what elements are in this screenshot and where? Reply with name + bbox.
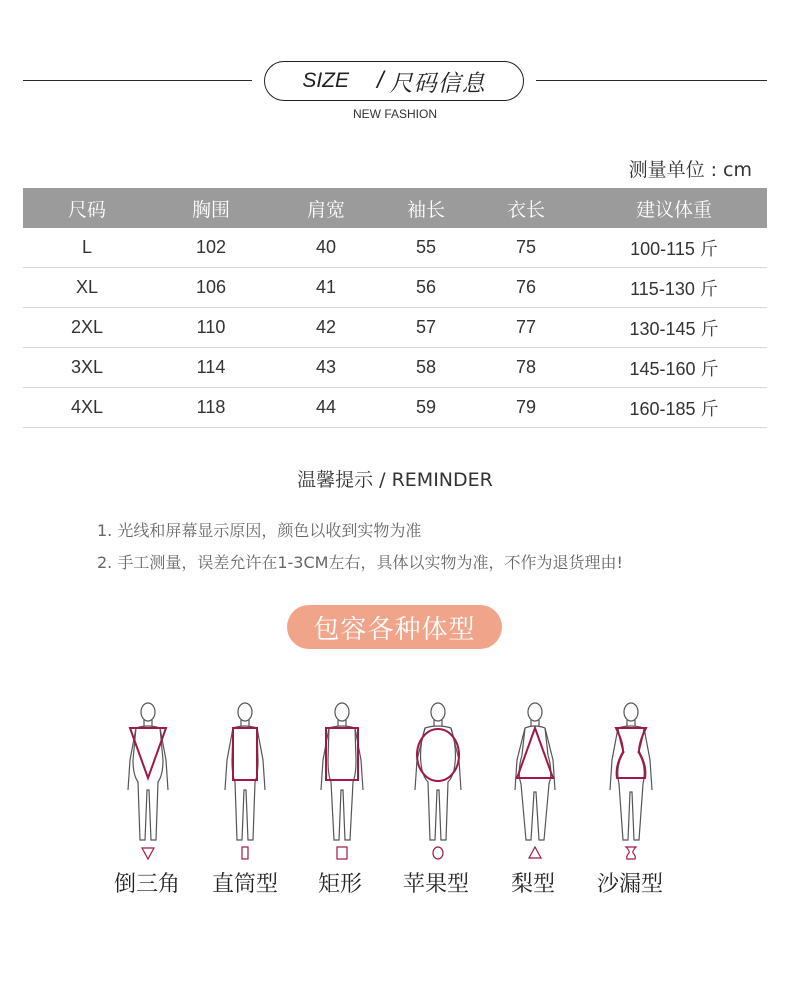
table-cell: 58: [415, 357, 437, 377]
hourglass-icon: [623, 845, 639, 861]
header-cell-chest: 胸围: [191, 198, 230, 221]
table-cell: 3XL: [70, 357, 104, 377]
reminder-title: 温馨提示 / REMINDER: [297, 469, 493, 491]
unit-label: 测量单位 : cm: [628, 159, 752, 181]
table-cell: 110: [196, 317, 226, 337]
narrow-rectangle-icon: [237, 845, 253, 861]
table-cell: 145-160 斤: [629, 358, 719, 379]
body-figure-inverted-triangle: [108, 700, 188, 845]
table-cell: 41: [315, 277, 337, 297]
oval-icon: [430, 845, 446, 861]
table-cell: L: [81, 237, 92, 257]
header-cell-weight: 建议体重: [635, 198, 712, 221]
table-cell: 79: [515, 397, 537, 417]
body-type-label: 苹果型: [402, 872, 469, 897]
table-cell: 100-115 斤: [630, 238, 718, 259]
title-rule-right: [536, 80, 767, 81]
table-cell: 59: [415, 397, 437, 417]
table-cell: 118: [196, 397, 226, 417]
table-cell: 44: [315, 397, 337, 417]
triangle-icon: [527, 845, 543, 861]
table-cell: 130-145 斤: [629, 318, 719, 339]
size-table: [23, 188, 767, 428]
table-cell: 55: [415, 237, 437, 257]
title-separator: /: [377, 67, 384, 94]
table-cell: 78: [515, 357, 537, 377]
table-cell: 2XL: [70, 317, 104, 337]
table-cell: 42: [315, 317, 337, 337]
rectangle-icon: [334, 845, 350, 861]
body-type-label: 倒三角: [113, 872, 180, 897]
body-type-label: 矩形: [317, 872, 362, 897]
table-cell: 40: [315, 237, 337, 257]
table-cell: 102: [195, 237, 227, 257]
table-cell: 114: [196, 357, 226, 377]
table-header-row: [23, 188, 767, 228]
reminder-note: 1. 光线和屏幕显示原因，颜色以收到实物为准: [97, 521, 422, 540]
table-cell: 77: [515, 317, 537, 337]
table-cell: 115-130 斤: [630, 278, 718, 299]
reminder-note: 2. 手工测量，误差允许在1-3CM左右，具体以实物为准，不作为退货理由!: [97, 553, 623, 572]
table-cell: 76: [515, 277, 537, 297]
body-figure-pear: [495, 700, 575, 845]
table-cell: 106: [195, 277, 227, 297]
table-cell: 4XL: [70, 397, 104, 417]
title-rule-left: [23, 80, 252, 81]
title-cn: 尺码信息: [389, 70, 486, 97]
table-cell: 160-185 斤: [629, 398, 719, 419]
body-types-badge: 包容各种体型: [287, 605, 502, 649]
body-type-label: 梨型: [510, 872, 555, 897]
body-figure-narrow-rectangle: [205, 700, 285, 845]
title-en: SIZE: [302, 69, 349, 92]
title-pill: [264, 61, 524, 101]
table-cell: XL: [75, 277, 99, 297]
table-cell: 43: [315, 357, 337, 377]
table-cell: 75: [515, 237, 537, 257]
table-row: [23, 348, 767, 388]
body-figure-apple: [398, 700, 478, 845]
inverted-triangle-icon: [140, 845, 156, 861]
body-type-label: 直筒型: [211, 872, 278, 897]
header-cell-size: 尺码: [67, 198, 106, 221]
header-cell-sleeve: 袖长: [406, 198, 445, 221]
table-row: [23, 308, 767, 348]
table-cell: 56: [415, 277, 437, 297]
table-row: [23, 388, 767, 428]
subtitle: NEW FASHION: [352, 107, 437, 121]
header-cell-shoulder: 肩宽: [306, 198, 345, 221]
body-figure-rectangle: [302, 700, 382, 845]
header-cell-length: 衣长: [506, 198, 545, 221]
table-row: [23, 228, 767, 268]
body-type-label: 沙漏型: [596, 872, 663, 897]
table-row: [23, 268, 767, 308]
table-cell: 57: [415, 317, 437, 337]
body-figure-hourglass: [591, 700, 671, 845]
